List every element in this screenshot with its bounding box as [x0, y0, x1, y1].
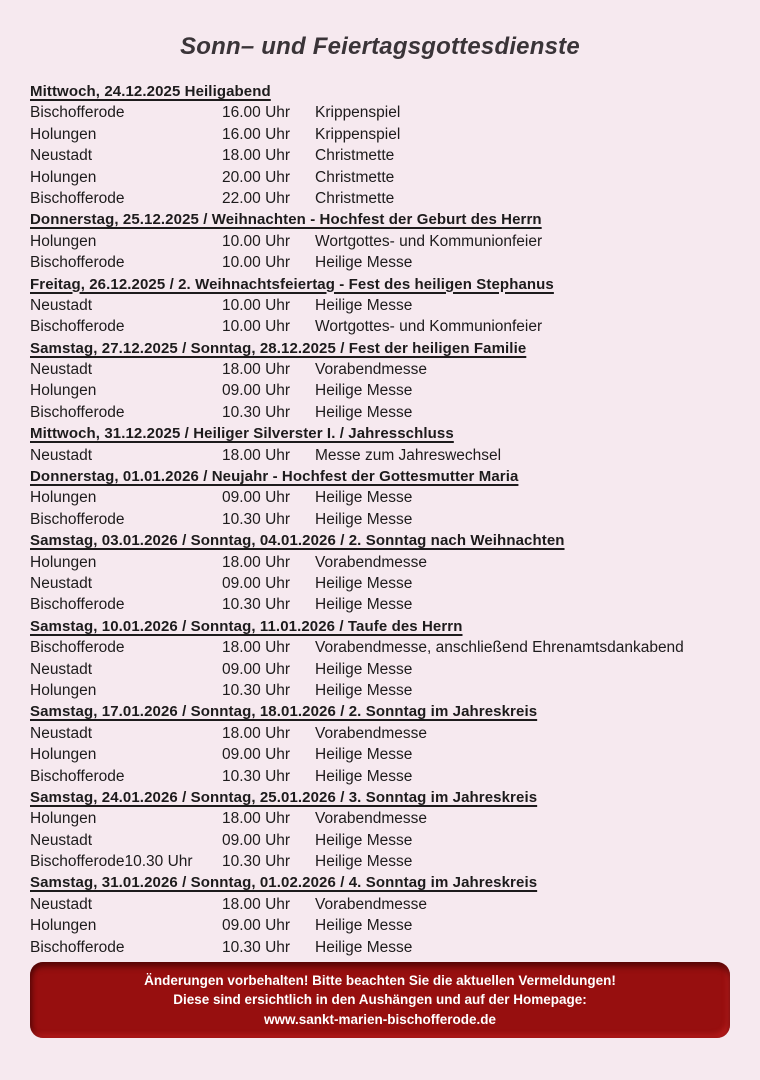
service-time: 18.00 Uhr: [222, 895, 291, 913]
service-location: Bischofferode: [30, 938, 125, 956]
service-event: Vorabendmesse: [315, 895, 428, 913]
service-event: Heilige Messe: [315, 660, 413, 678]
service-row: [30, 594, 740, 615]
service-time: 18.00 Uhr: [222, 639, 291, 657]
service-row: [30, 316, 740, 337]
service-time: 10.00 Uhr: [222, 232, 291, 250]
service-row: [30, 102, 740, 123]
service-location: Bischofferode: [30, 189, 125, 207]
service-row: [30, 445, 740, 466]
service-time: 10.30 Uhr: [222, 853, 291, 871]
service-event: Heilige Messe: [315, 574, 413, 592]
service-row: [30, 167, 740, 188]
service-location: Holungen: [30, 810, 97, 828]
service-row: [30, 766, 740, 787]
service-time: 09.00 Uhr: [222, 660, 291, 678]
service-event: Messe zum Jahreswechsel: [315, 446, 502, 464]
service-time: 10.30 Uhr: [222, 938, 291, 956]
service-row: [30, 359, 740, 380]
service-time: 18.00 Uhr: [222, 724, 291, 742]
service-time: 20.00 Uhr: [222, 168, 291, 186]
service-location: Neustadt: [30, 574, 93, 592]
service-row: [30, 637, 740, 658]
service-time: 10.30 Uhr: [222, 510, 291, 528]
service-location: Neustadt: [30, 895, 93, 913]
service-location: Holungen: [30, 382, 97, 400]
service-time: 18.00 Uhr: [222, 810, 291, 828]
service-row: [30, 402, 740, 423]
service-location: Holungen: [30, 746, 97, 764]
service-event: Heilige Messe: [315, 746, 413, 764]
section-header: Samstag, 10.01.2026 / Sonntag, 11.01.2026 / Taufe des Herrn: [30, 617, 463, 635]
service-location: Holungen: [30, 232, 97, 250]
service-location: Holungen: [30, 168, 97, 186]
service-event: Heilige Messe: [315, 489, 413, 507]
service-time: 18.00 Uhr: [222, 553, 291, 571]
service-event: Heilige Messe: [315, 767, 413, 785]
section-header: Mittwoch, 24.12.2025 Heiligabend: [30, 83, 271, 100]
service-row: [30, 188, 740, 209]
page-title: Sonn– und Feiertagsgottesdienste: [180, 33, 580, 60]
service-location: Neustadt: [30, 724, 93, 742]
service-event: Vorabendmesse: [315, 724, 428, 742]
service-event: Christmette: [315, 147, 395, 165]
section-header: Samstag, 31.01.2026 / Sonntag, 01.02.2026 / 4. Sonntag im Jahreskreis: [30, 874, 538, 892]
service-row: [30, 509, 740, 530]
service-time: 10.30 Uhr: [222, 596, 291, 614]
service-location: Neustadt: [30, 361, 93, 379]
service-event: Wortgottes- und Kommunionfeier: [315, 232, 543, 250]
service-row: [30, 830, 740, 851]
section-header: Donnerstag, 01.01.2026 / Neujahr - Hochfest der Gottesmutter Maria: [30, 468, 519, 486]
service-time: 18.00 Uhr: [222, 361, 291, 379]
service-row: [30, 124, 740, 145]
service-location: Bischofferode: [30, 104, 125, 122]
service-row: [30, 487, 740, 508]
service-time: 09.00 Uhr: [222, 574, 291, 592]
service-time: 09.00 Uhr: [222, 831, 291, 849]
service-location: Neustadt: [30, 147, 93, 165]
service-event: Heilige Messe: [315, 382, 413, 400]
section-header: Mittwoch, 31.12.2025 / Heiliger Silverster I. / Jahresschluss: [30, 425, 454, 443]
service-location: Bischofferode: [30, 510, 125, 528]
service-time: 16.00 Uhr: [222, 104, 291, 122]
service-time: 22.00 Uhr: [222, 189, 291, 207]
service-event: Krippenspiel: [315, 104, 401, 122]
service-row: [30, 380, 740, 401]
section-header: Freitag, 26.12.2025 / 2. Weihnachtsfeiertag - Fest des heiligen Stephanus: [30, 275, 554, 293]
service-event: Vorabendmesse, anschließend Ehrenamtsdankabend: [315, 639, 684, 657]
section-header: Samstag, 17.01.2026 / Sonntag, 18.01.2026 / 2. Sonntag im Jahreskreis: [30, 703, 538, 721]
service-event: Christmette: [315, 168, 395, 186]
service-event: Heilige Messe: [315, 596, 413, 614]
service-time: 18.00 Uhr: [222, 147, 291, 165]
service-row: [30, 680, 740, 701]
service-event: Heilige Messe: [315, 917, 413, 935]
service-time: 09.00 Uhr: [222, 489, 291, 507]
service-event: Krippenspiel: [315, 125, 401, 143]
service-event: Vorabendmesse: [315, 361, 428, 379]
service-time: 10.30 Uhr: [222, 767, 291, 785]
service-row: [30, 894, 740, 915]
service-location: Neustadt: [30, 296, 93, 314]
service-event: Heilige Messe: [315, 938, 413, 956]
service-event: Heilige Messe: [315, 510, 413, 528]
service-time: 10.00 Uhr: [222, 254, 291, 272]
notice-line-1: Änderungen vorbehalten! Bitte beachten Sie die aktuellen Vermeldungen!: [144, 972, 616, 988]
notice-line-2: Diese sind ersichtlich in den Aushängen und auf der Homepage:: [173, 992, 587, 1008]
service-row: [30, 744, 740, 765]
schedule: [30, 81, 740, 958]
service-row: [30, 915, 740, 936]
service-event: Heilige Messe: [315, 831, 413, 849]
service-event: Vorabendmesse: [315, 810, 428, 828]
service-event: Heilige Messe: [315, 403, 413, 421]
service-row: [30, 573, 740, 594]
service-location: Holungen: [30, 489, 97, 507]
service-location: Holungen: [30, 681, 97, 699]
service-location: Neustadt: [30, 831, 93, 849]
service-row: [30, 252, 740, 273]
notice-box: [30, 962, 730, 1038]
notice-homepage-url: www.sankt-marien-bischofferode.de: [263, 1011, 497, 1027]
service-location: Neustadt: [30, 446, 93, 464]
section-header: Samstag, 24.01.2026 / Sonntag, 25.01.2026 / 3. Sonntag im Jahreskreis: [30, 788, 538, 806]
service-location: Bischofferode: [30, 767, 125, 785]
service-row: [30, 552, 740, 573]
service-row: [30, 851, 740, 872]
service-time: 09.00 Uhr: [222, 382, 291, 400]
service-event: Heilige Messe: [315, 254, 413, 272]
service-location: Holungen: [30, 125, 97, 143]
service-location: Bischofferode: [30, 403, 125, 421]
service-location: Bischofferode: [30, 318, 125, 336]
service-event: Wortgottes- und Kommunionfeier: [315, 318, 543, 336]
service-row: [30, 659, 740, 680]
service-location: Bischofferode: [30, 639, 125, 657]
service-time: 16.00 Uhr: [222, 125, 291, 143]
service-event: Heilige Messe: [315, 296, 413, 314]
service-location: Neustadt: [30, 660, 93, 678]
service-row: [30, 231, 740, 252]
service-time: 10.00 Uhr: [222, 318, 291, 336]
service-location: Bischofferode: [30, 254, 125, 272]
section-header: Samstag, 27.12.2025 / Sonntag, 28.12.2025 / Fest der heiligen Familie: [30, 339, 527, 357]
service-row: [30, 808, 740, 829]
service-time: 18.00 Uhr: [222, 446, 291, 464]
service-event: Vorabendmesse: [315, 553, 428, 571]
service-time: 10.30 Uhr: [222, 403, 291, 421]
service-row: [30, 937, 740, 958]
service-time: 10.00 Uhr: [222, 296, 291, 314]
service-row: [30, 295, 740, 316]
service-time: 09.00 Uhr: [222, 746, 291, 764]
service-event: Christmette: [315, 189, 395, 207]
service-row: [30, 723, 740, 744]
service-location: Bischofferode10.30 Uhr: [30, 853, 193, 871]
service-location: Bischofferode: [30, 596, 125, 614]
service-row: [30, 145, 740, 166]
section-header: Donnerstag, 25.12.2025 / Weihnachten - Hochfest der Geburt des Herrn: [30, 211, 542, 229]
service-event: Heilige Messe: [315, 853, 413, 871]
service-location: Holungen: [30, 917, 97, 935]
service-time: 10.30 Uhr: [222, 681, 291, 699]
service-location: Holungen: [30, 553, 97, 571]
service-time: 09.00 Uhr: [222, 917, 291, 935]
service-event: Heilige Messe: [315, 681, 413, 699]
section-header: Samstag, 03.01.2026 / Sonntag, 04.01.2026 / 2. Sonntag nach Weihnachten: [30, 532, 565, 550]
